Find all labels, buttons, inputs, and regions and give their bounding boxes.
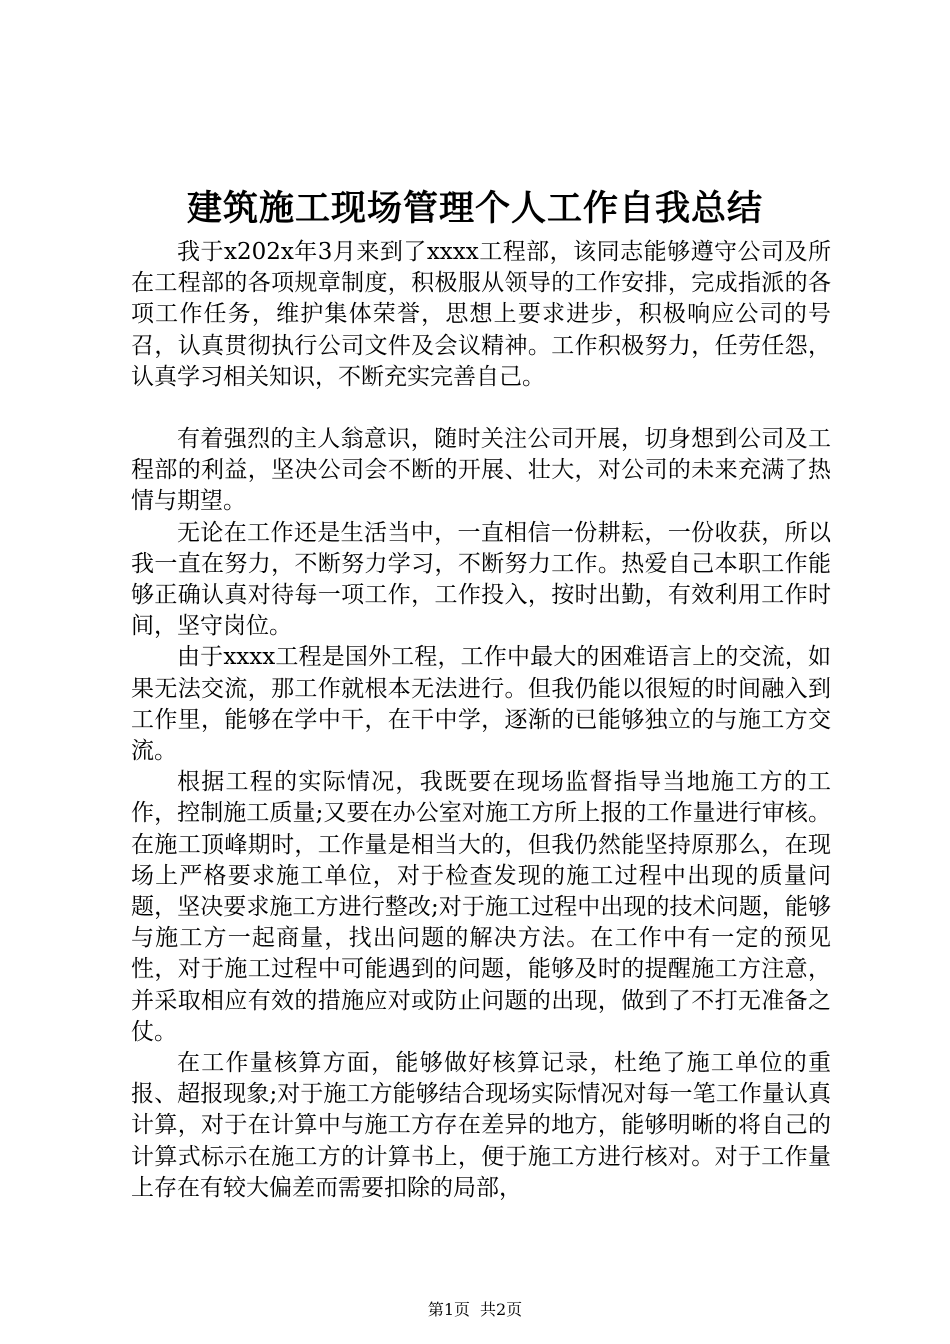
paragraph-1: 我于x202x年3月来到了xxxx工程部，该同志能够遵守公司及所在工程部的各项规章制度，积极服从领导的工作安排，完成指派的各项工作任务，维护集体荣誉，思想上要求进步，积极响应公司的号召，认真贯彻执行公司文件及会议精神。工作积极努力，任劳任怨，认真学习相关知识，不断充实完善自己。 [131, 239, 831, 390]
paragraph-5: 根据工程的实际情况，我既要在现场监督指导当地施工方的工作，控制施工质量;又要在办公室对施工方所上报的工作量进行审核。在施工顶峰期时，工作量是相当大的，但我仍然能坚持原那么，在现场上严格要求施工单位，对于检查发现的施工过程中出现的质量问题，坚决要求施工方进行整改;对于施工过程中出现的技术问题，能够与施工方一起商量，找出问题的解决方法。在工作中有一定的预见性，对于施工过程中可能遇到的问题，能够及时的提醒施工方注意，并采取相应有效的措施应对或防止问题的出现，做到了不打无准备之仗。 [131, 769, 831, 1045]
paragraph-6: 在工作量核算方面，能够做好核算记录，杜绝了施工单位的重报、超报现象;对于施工方能够结合现场实际情况对每一笔工作量认真计算，对于在计算中与施工方存在差异的地方，能够明晰的将自己的计算式标示在施工方的计算书上，便于施工方进行核对。对于工作量上存在有较大偏差而需要扣除的局部， [131, 1050, 831, 1201]
page-footer [0, 1300, 950, 1320]
page-total: 共2页 [480, 1300, 523, 1319]
page-number: 第1页 [427, 1300, 470, 1319]
paragraph-2: 有着强烈的主人翁意识，随时关注公司开展，切身想到公司及工程部的利益，坚决公司会不断的开展、壮大，对公司的未来充满了热情与期望。 [131, 426, 831, 515]
document-title: 建筑施工现场管理个人工作自我总结 [186, 188, 763, 229]
paragraph-3: 无论在工作还是生活当中，一直相信一份耕耘，一份收获，所以我一直在努力，不断努力学习，不断努力工作。热爱自己本职工作能够正确认真对待每一项工作，工作投入，按时出勤，有效利用工作时间，坚守岗位。 [131, 519, 831, 640]
paragraph-4: 由于xxxx工程是国外工程，工作中最大的困难语言上的交流，如果无法交流，那工作就根本无法进行。但我仍能以很短的时间融入到工作里，能够在学中干，在干中学，逐渐的已能够独立的与施工方交流。 [131, 644, 831, 765]
document-body [131, 237, 831, 1204]
